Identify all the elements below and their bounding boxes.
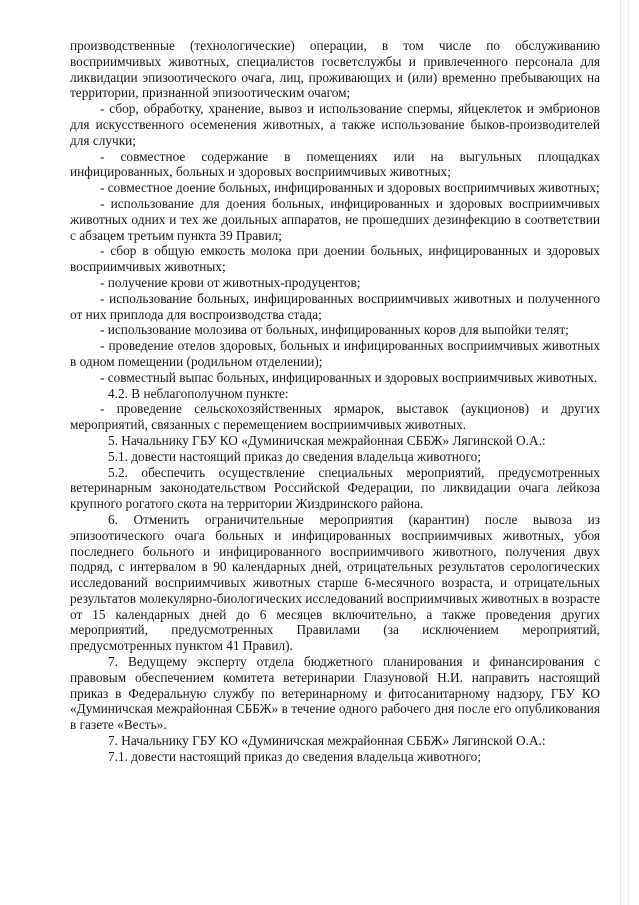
paragraph: 5.1. довести настоящий приказ до сведения владельца животного;: [108, 448, 482, 464]
list-item: - совместное доение больных, инфицированных и здоровых восприимчивых животных;: [100, 180, 600, 196]
section-heading: 4.2. В неблагополучном пункте:: [108, 385, 289, 401]
scan-edge-line: [620, 0, 621, 905]
list-item: - совместное содержание в помещениях или на выгульных площадках инфицированных, больных и здоровых восприимчивых животных;: [70, 148, 600, 180]
paragraph: 7.1. довести настоящий приказ до сведения владельца животного;: [108, 748, 482, 764]
list-item: - использование молозива от больных, инфицированных коров для выпойки телят;: [100, 322, 569, 338]
section-heading: 7. Начальнику ГБУ КО «Думиничская межрайонная СББЖ» Лягинской О.А.:: [108, 733, 546, 749]
paragraph: 6. Отменить ограничительные мероприятия (карантин) после вывоза из эпизоотического очага больных и инфицированных восприимчивых животных, убоя последнего больного и инфицированного восприимчивого животного, получения двух подряд, с интервалом в 90 календарных дней, отрицательных результатов серологических исследований восприимчивых животных старше 6-месячного возраста, и отрицательных результатов молекулярно-биологических исследований восприимчивых животных в возрасте от 15 календарных дней до 6 месяцев включительно, а также проведения других мероприятий, предусмотренных Правилами (за исключением мероприятий, предусмотренных пунктом 41 Правил).: [70, 511, 600, 654]
section-heading: 5. Начальнику ГБУ КО «Думиничская межрайонная СББЖ» Лягинской О.А.:: [108, 432, 546, 448]
list-item: - получение крови от животных-продуцентов;: [100, 274, 361, 290]
list-item: - проведение сельскохозяйственных ярмарок, выставок (аукционов) и других мероприятий, связанных с перемещением восприимчивых животных.: [70, 401, 600, 433]
list-item: - использование больных, инфицированных восприимчивых животных и полученного от них приплода для воспроизводства стада;: [70, 290, 600, 322]
list-item: - сбор в общую емкость молока при доении больных, инфицированных и здоровых восприимчивых животных;: [70, 243, 600, 275]
paragraph: 5.2. обеспечить осуществление специальных мероприятий, предусмотренных ветеринарным законодательством Российской Федерации, по ликвидации очага лейкоза крупного рогатого скота на территории Жиздринского района.: [70, 464, 600, 512]
scan-edge-line: [628, 0, 629, 905]
document-page: [70, 38, 600, 765]
list-item: - использование для доения больных, инфицированных и здоровых восприимчивых животных одних и тех же доильных аппаратов, не прошедших дезинфекцию в соответствии с абзацем третьим пункта 39 Правил;: [70, 195, 600, 243]
paragraph: 7. Ведущему эксперту отдела бюджетного планирования и финансирования с правовым обеспечением комитета ветеринарии Глазуновой Н.И. направить настоящий приказ в Федеральную службу по ветеринарному и фитосанитарному надзору, ГБУ КО «Думиничская межрайонная СББЖ» в течение одного рабочего дня после его опубликования в газете «Весть».: [70, 654, 600, 733]
list-item: - совместный выпас больных, инфицированных и здоровых восприимчивых животных.: [100, 369, 598, 385]
list-item: - сбор, обработку, хранение, вывоз и использование спермы, яйцеклеток и эмбрионов для искусственного осеменения животных, а также использование быков-производителей для случки;: [70, 101, 600, 148]
list-item: - проведение отелов здоровых, больных и инфицированных восприимчивых животных в одном помещении (родильном отделении);: [70, 338, 600, 369]
paragraph: производственные (технологические) операции, в том числе по обслуживанию восприимчивых животных, специалистов госветслужбы и привлеченного персонала для ликвидации эпизоотического очага, лиц, проживающих и (или) временно пребывающих на территории, признанной эпизоотическим очагом;: [70, 38, 600, 101]
